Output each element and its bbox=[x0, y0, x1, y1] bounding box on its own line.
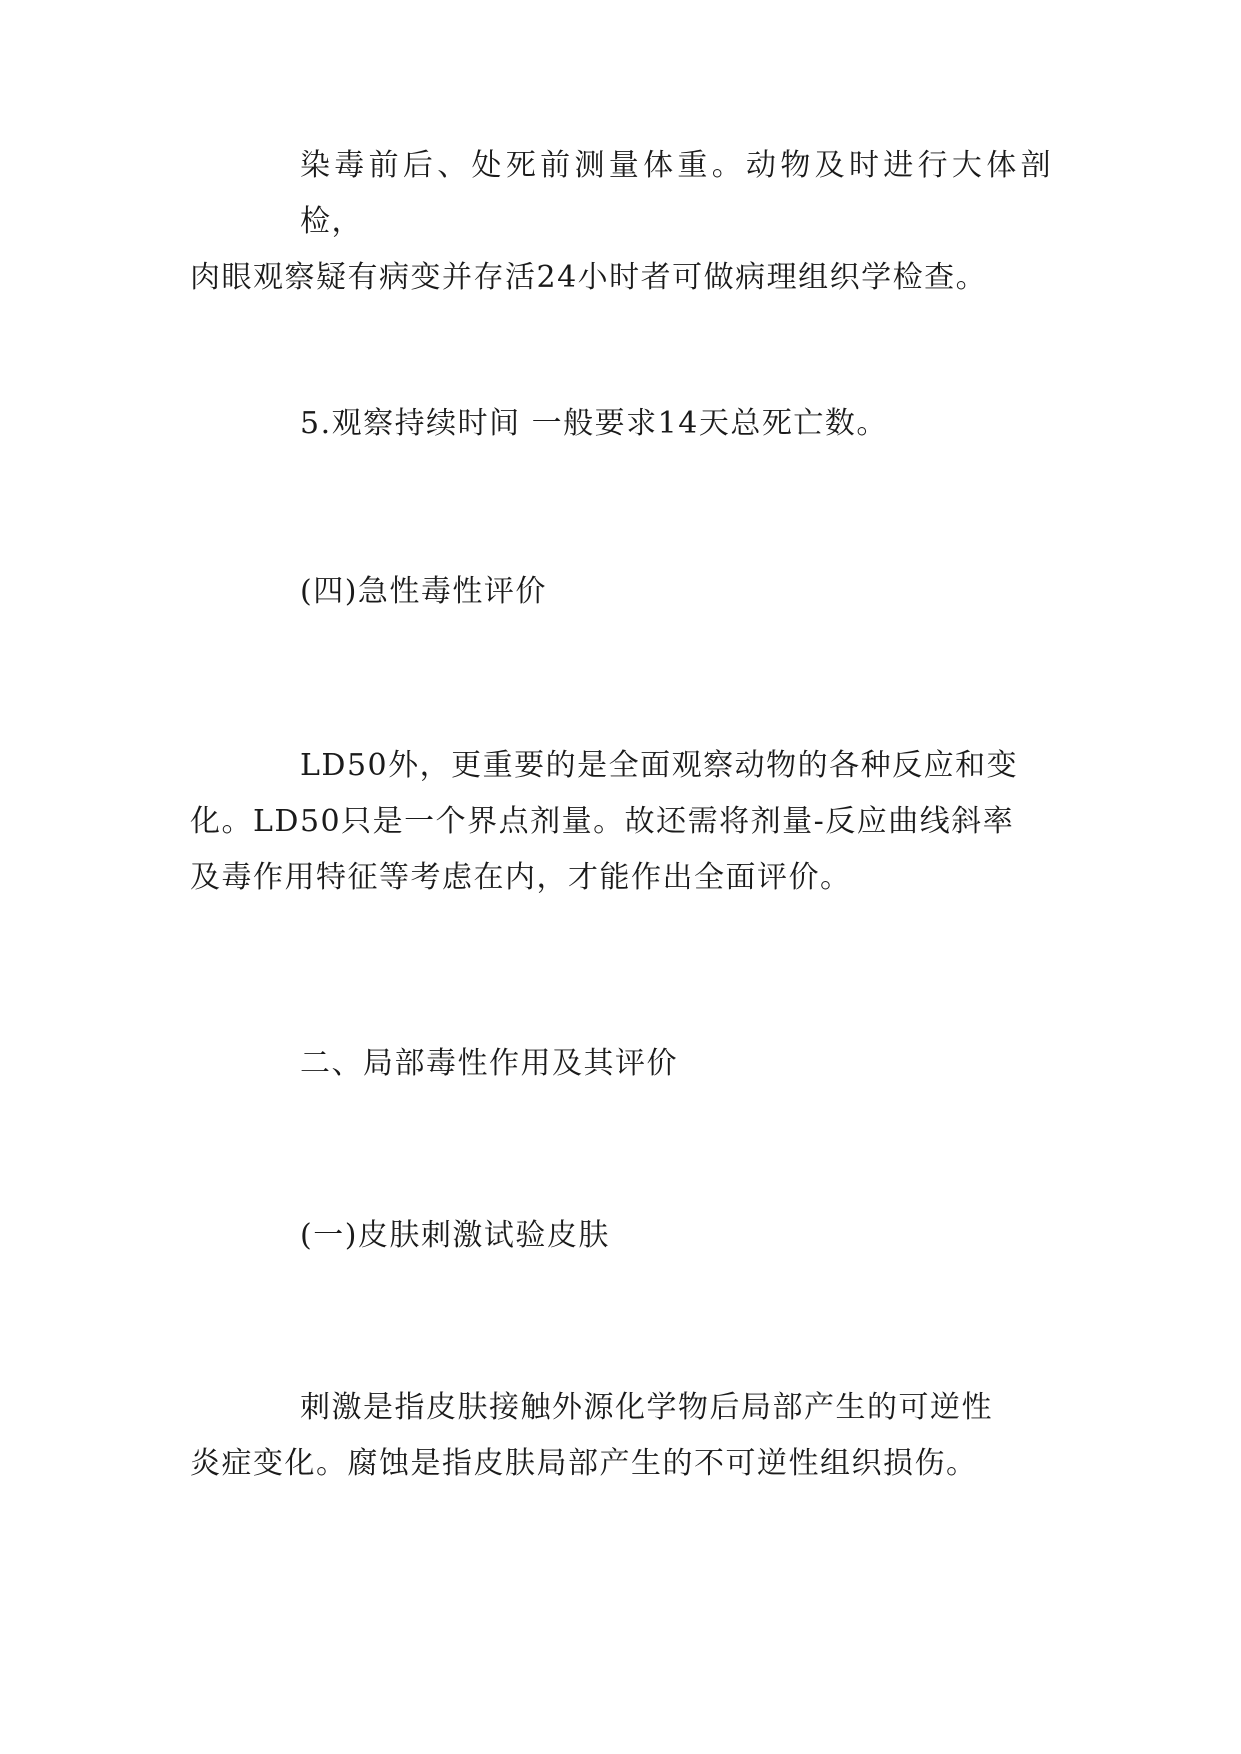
paragraph-line: 染毒前后、处死前测量体重。动物及时进行大体剖检， bbox=[300, 148, 1052, 239]
paragraph-line: 肉眼观察疑有病变并存活24小时者可做病理组织学检查。 bbox=[190, 260, 988, 295]
paragraph-line: 炎症变化。腐蚀是指皮肤局部产生的不可逆性组织损伤。 bbox=[190, 1446, 978, 1481]
paragraph-line: LD50外，更重要的是全面观察动物的各种反应和变 bbox=[300, 748, 1019, 783]
paragraph-irritation-definition bbox=[190, 1380, 1052, 1492]
paragraph-body-weight bbox=[190, 138, 1052, 306]
section-heading-acute-toxicity-evaluation: (四)急性毒性评价 bbox=[300, 574, 547, 609]
paragraph-line: 及毒作用特征等考虑在内，才能作出全面评价。 bbox=[190, 860, 852, 895]
section-observation-duration: 5.观察持续时间 一般要求14天总死亡数。 bbox=[300, 406, 888, 441]
paragraph-ld50 bbox=[190, 738, 1052, 906]
paragraph-line: 化。LD50只是一个界点剂量。故还需将剂量-反应曲线斜率 bbox=[190, 804, 1015, 839]
section-heading-local-toxicity: 二、局部毒性作用及其评价 bbox=[300, 1046, 678, 1081]
paragraph-line: 刺激是指皮肤接触外源化学物后局部产生的可逆性 bbox=[300, 1390, 993, 1425]
section-heading-skin-irritation: (一)皮肤刺激试验皮肤 bbox=[300, 1218, 610, 1253]
